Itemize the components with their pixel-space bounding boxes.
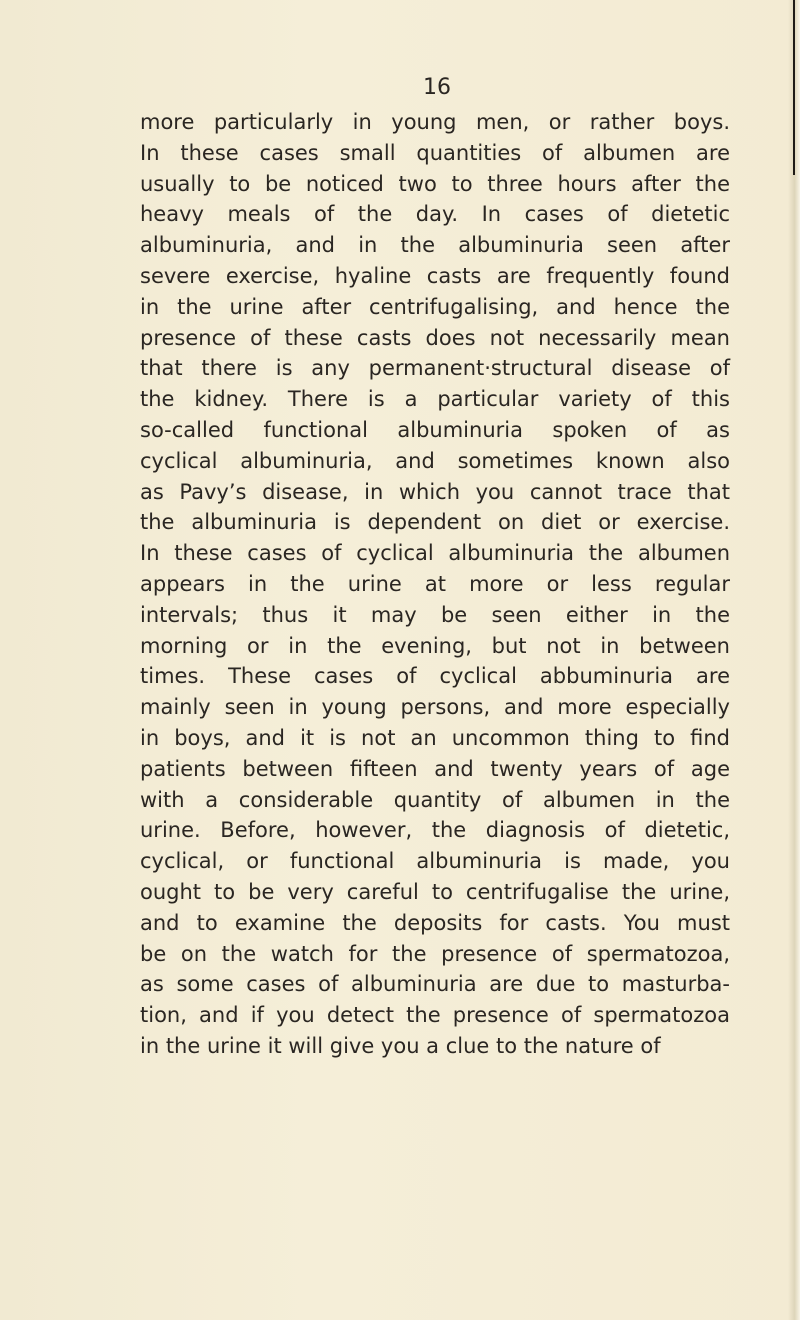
text-line: ought to be very careful to centrifugalise the urine, bbox=[140, 879, 730, 904]
text-line: that there is any permanent·structural disease of bbox=[140, 356, 730, 381]
text-line: cyclical albuminuria, and sometimes known also bbox=[140, 448, 730, 473]
text-line: cyclical, or functional albuminuria is made, you bbox=[140, 849, 730, 874]
text-line: times. These cases of cyclical abbuminuria are bbox=[140, 664, 730, 689]
text-line: the albuminuria is dependent on diet or exercise. bbox=[140, 510, 730, 535]
text-line: and to examine the deposits for casts. You must bbox=[140, 910, 730, 935]
text-line: intervals; thus it may be seen either in the bbox=[140, 602, 730, 627]
text-line: in boys, and it is not an uncommon thing to find bbox=[140, 725, 730, 750]
text-line: as some cases of albuminuria are due to masturba- bbox=[140, 972, 730, 997]
text-line: usually to be noticed two to three hours after the bbox=[140, 171, 730, 196]
text-line: as Pavy’s disease, in which you cannot trace that bbox=[140, 479, 730, 504]
text-line: in the urine after centrifugalising, and hence the bbox=[140, 294, 730, 319]
page-edge-shadow bbox=[788, 0, 800, 1320]
text-line: patients between fifteen and twenty years of age bbox=[140, 756, 730, 781]
text-line: In these cases of cyclical albuminuria the albumen bbox=[140, 541, 730, 566]
page-number: 16 bbox=[423, 75, 451, 100]
page-edge-line bbox=[793, 0, 795, 175]
text-line: in the urine it will give you a clue to the nature of bbox=[140, 1033, 661, 1058]
text-line: severe exercise, hyaline casts are frequently found bbox=[140, 263, 730, 288]
text-line: morning or in the evening, but not in between bbox=[140, 633, 730, 658]
text-line: with a considerable quantity of albumen in the bbox=[140, 787, 730, 812]
text-line: appears in the urine at more or less regular bbox=[140, 571, 730, 596]
text-line: urine. Before, however, the diagnosis of dietetic, bbox=[140, 818, 730, 843]
text-line: more particularly in young men, or rather boys. bbox=[140, 110, 730, 134]
text-line: albuminuria, and in the albuminuria seen after bbox=[140, 233, 730, 258]
text-line: presence of these casts does not necessarily mean bbox=[140, 325, 730, 350]
text-line: In these cases small quantities of albumen are bbox=[140, 140, 730, 165]
text-line: the kidney. There is a particular variety of this bbox=[140, 387, 730, 412]
text-line: heavy meals of the day. In cases of dietetic bbox=[140, 202, 730, 227]
body-text bbox=[140, 107, 730, 1062]
text-line: be on the watch for the presence of spermatozoa, bbox=[140, 941, 730, 966]
text-line: mainly seen in young persons, and more especially bbox=[140, 695, 730, 720]
text-line: tion, and if you detect the presence of spermatozoa bbox=[140, 1003, 730, 1028]
text-line: so-called functional albuminuria spoken of as bbox=[140, 417, 730, 442]
